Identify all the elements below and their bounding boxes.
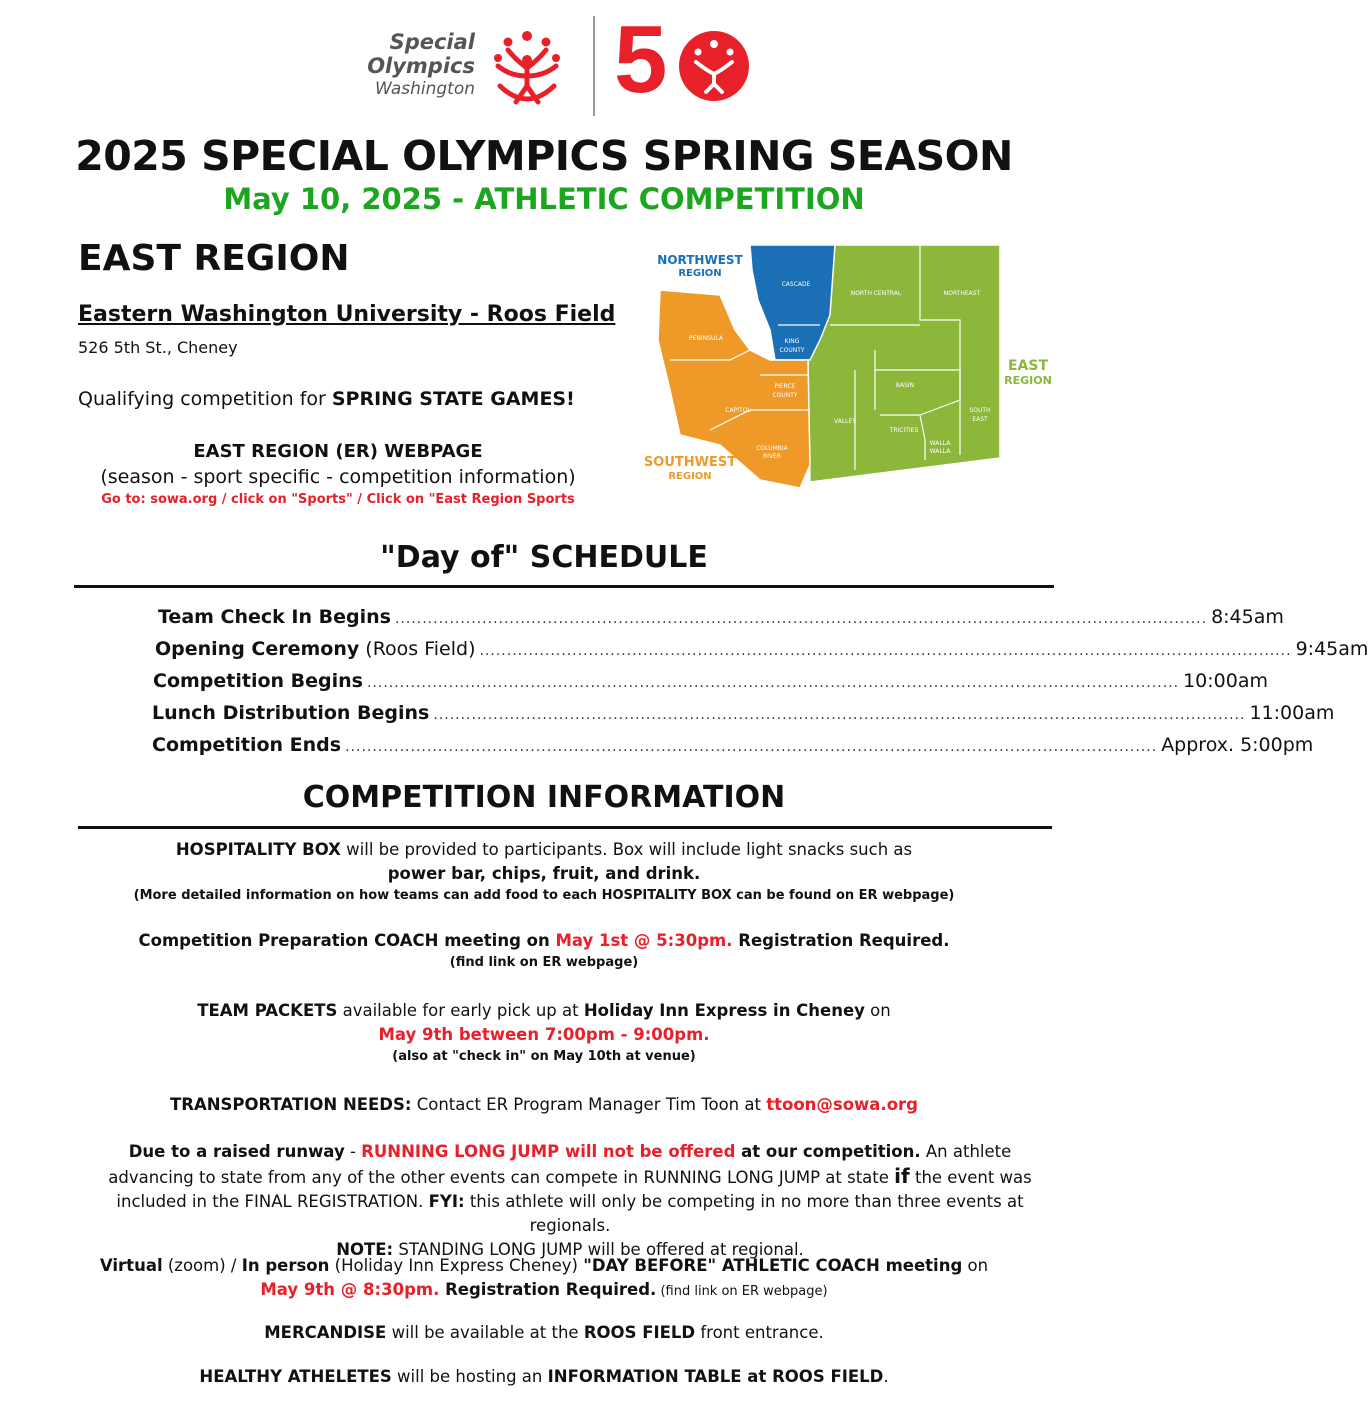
merchandise-text: will be available at the [386, 1323, 584, 1342]
virtual-meeting-date: May 9th @ 8:30pm. [260, 1280, 440, 1299]
logo-line-3: Washington [374, 79, 475, 99]
schedule-row [158, 606, 1284, 636]
map-area-south-east-1: SOUTH [969, 407, 991, 414]
east-region-label: REGION [1004, 374, 1052, 387]
information-table: INFORMATION TABLE at ROOS FIELD [547, 1367, 884, 1386]
virtual-on: on [962, 1256, 989, 1275]
schedule-row-label: Lunch Distribution Begins [152, 702, 430, 724]
schedule-rule [74, 585, 1054, 588]
hospitality-text: will be provided to participants. Box will include light snacks such as [340, 840, 913, 859]
map-area-walla-1: WALLA [929, 440, 951, 447]
merchandise-info [70, 1321, 1018, 1345]
schedule-row-time: 11:00am [1249, 702, 1335, 724]
team-packets-date: May 9th between 7:00pm - 9:00pm. [378, 1025, 710, 1044]
runway-text-2: the event was included in the FINAL REGISTRATION. [116, 1168, 1032, 1211]
healthy-athletes-text: will be hosting an [391, 1367, 548, 1386]
schedule-leader-dots: ..................................................................................................................................................... [366, 675, 1180, 691]
schedule-title: "Day of" SCHEDULE [380, 540, 708, 575]
transportation-text: Contact ER Program Manager Tim Toon at [411, 1095, 767, 1114]
schedule-row-time: Approx. 5:00pm [1161, 734, 1314, 756]
schedule-row-extra: (Roos Field) [365, 638, 476, 660]
map-area-walla-2: WALLA [929, 448, 951, 455]
schedule-row-time: 10:00am [1183, 670, 1268, 692]
schedule-leader-dots: ..................................................................................................................................................... [394, 611, 1208, 627]
merchandise-label: MERCANDISE [264, 1323, 387, 1342]
competition-rule [78, 826, 1052, 829]
schedule-row [152, 702, 1335, 732]
southwest-region-label: REGION [668, 471, 712, 482]
merchandise-location: ROOS FIELD [583, 1323, 696, 1342]
virtual-note: (find link on ER webpage) [656, 1284, 828, 1299]
webpage-directions: Go to: sowa.org / click on "Sports" / Click on "East Region Sports [101, 492, 575, 507]
webpage-title: EAST REGION (ER) WEBPAGE [193, 441, 483, 462]
map-area-south-east-2: EAST [972, 416, 988, 423]
transportation-label: TRANSPORTATION NEEDS: [170, 1095, 412, 1114]
team-packets-on: on [864, 1001, 891, 1020]
in-person-location: (Holiday Inn Express Cheney) [329, 1256, 584, 1275]
competition-title: COMPETITION INFORMATION [302, 780, 786, 815]
anniversary-five: 5 [614, 6, 668, 113]
runway-text-3: this athlete will only be competing in no more than three events at regionals. [464, 1192, 1024, 1235]
runway-note-label: NOTE: [336, 1240, 394, 1259]
runway-text: An athlete advancing to state from any of the other events can compete in RUNNING LONG JUMP at state [108, 1142, 1012, 1187]
schedule-leader-dots: ..................................................................................................................................................... [479, 643, 1292, 659]
schedule-row-label: Competition Ends [152, 734, 342, 756]
venue-address: 526 5th St., Cheney [78, 338, 238, 357]
coach-meeting-text: Competition Preparation COACH meeting on [138, 931, 556, 950]
northwest-region-label: REGION [678, 268, 722, 279]
team-packets-note: (also at "check in" on May 10th at venue) [392, 1049, 696, 1064]
runway-competition: at our competition. [735, 1142, 921, 1161]
coach-meeting-note: (find link on ER webpage) [449, 955, 639, 970]
webpage-info [78, 440, 598, 510]
map-area-pierce-1: PIERCE [774, 383, 796, 390]
coach-meeting-registration: Registration Required. [732, 931, 950, 950]
qualifying-bold: SPRING STATE GAMES! [331, 388, 575, 410]
virtual-registration: Registration Required. [439, 1280, 657, 1299]
long-jump-warning: RUNNING LONG JUMP will not be offered [361, 1142, 736, 1161]
map-area-basin: BASIN [895, 382, 915, 389]
runway-if: if [894, 1164, 910, 1188]
map-area-pierce-2: COUNTY [772, 392, 798, 399]
special-olympics-emblem-icon [486, 26, 568, 108]
runway-info [90, 1140, 1050, 1262]
qualifying-note [78, 388, 575, 410]
in-person-label: In person [241, 1256, 330, 1275]
logo-line-1: Special [389, 30, 475, 54]
schedule-row-label: Competition Begins [153, 670, 363, 692]
healthy-athletes-label: HEALTHY ATHELETES [199, 1367, 392, 1386]
team-packets-text: available for early pick up at [337, 1001, 584, 1020]
webpage-description: (season - sport specific - competition information) [100, 466, 576, 488]
merchandise-entrance: front entrance. [695, 1323, 824, 1342]
schedule-row [153, 670, 1268, 700]
runway-note: STANDING LONG JUMP will be offered at regional. [393, 1240, 804, 1259]
qualifying-text: Qualifying competition for [78, 388, 332, 410]
schedule-row-label: Opening Ceremony [155, 638, 360, 660]
page-subtitle: May 10, 2025 - ATHLETIC COMPETITION [223, 182, 865, 216]
hospitality-info [70, 838, 1018, 906]
coach-meeting-date: May 1st @ 5:30pm. [555, 931, 733, 950]
logo-divider [593, 16, 595, 116]
map-area-peninsula: PENINSULA [689, 335, 723, 342]
map-area-northeast: NORTHEAST [943, 290, 981, 297]
map-area-north-central: NORTH CENTRAL [850, 290, 902, 297]
runway-fyi: FYI: [428, 1192, 465, 1211]
schedule-row-time: 9:45am [1295, 638, 1368, 660]
team-packets-location: Holiday Inn Express in Cheney [583, 1001, 865, 1020]
map-area-columbia-1: COLUMBIA [756, 445, 788, 452]
washington-region-map [640, 240, 1060, 490]
coach-meeting-info [70, 929, 1018, 973]
anniversary-zero-emblem-icon [676, 28, 752, 104]
map-area-tricities: TRICITIES [889, 427, 919, 434]
schedule-row-time: 8:45am [1211, 606, 1284, 628]
map-area-capitol: CAPITOL [725, 407, 751, 414]
contact-email: ttoon@sowa.org [766, 1095, 918, 1114]
schedule-row-label: Team Check In Begins [158, 606, 391, 628]
runway-label: Due to a raised runway [128, 1142, 345, 1161]
northwest-label: NORTHWEST [657, 253, 743, 267]
southwest-label: SOUTHWEST [643, 455, 737, 470]
hospitality-box-label: HOSPITALITY BOX [175, 840, 341, 859]
hospitality-items: power bar, chips, fruit, and drink. [387, 864, 701, 883]
team-packets-label: TEAM PACKETS [197, 1001, 338, 1020]
schedule-row [152, 734, 1314, 764]
special-olympics-wordmark [330, 30, 475, 100]
day-before-meeting: "DAY BEFORE" ATHLETIC COACH meeting [583, 1256, 963, 1275]
logo-line-2: Olympics [367, 54, 475, 78]
schedule-row [155, 638, 1368, 668]
page-title: 2025 SPECIAL OLYMPICS SPRING SEASON [75, 132, 1013, 180]
schedule-leader-dots: ..................................................................................................................................................... [345, 739, 1158, 755]
venue-name: Eastern Washington University - Roos Field [78, 302, 616, 327]
region-title: EAST REGION [78, 238, 350, 279]
east-region-shape [808, 245, 1000, 482]
virtual-label: Virtual [99, 1256, 163, 1275]
map-area-king-2: COUNTY [779, 347, 805, 354]
virtual-zoom: (zoom) / [162, 1256, 242, 1275]
map-area-king-1: KING [784, 338, 800, 345]
transportation-info [70, 1093, 1018, 1117]
healthy-athletes-period: . [883, 1367, 889, 1386]
map-area-valley: VALLEY [834, 418, 856, 425]
schedule-leader-dots: ..................................................................................................................................................... [433, 707, 1246, 723]
map-area-columbia-2: RIVER [762, 453, 782, 460]
virtual-meeting-info [70, 1254, 1018, 1304]
map-area-cascade: CASCADE [781, 281, 811, 288]
hospitality-note: (More detailed information on how teams can add food to each HOSPITALITY BOX can be found on ER webpage) [133, 888, 955, 903]
east-label: EAST [1007, 358, 1049, 374]
team-packets-info [70, 999, 1018, 1067]
healthy-athletes-info [70, 1365, 1018, 1389]
runway-dash: - [344, 1142, 362, 1161]
